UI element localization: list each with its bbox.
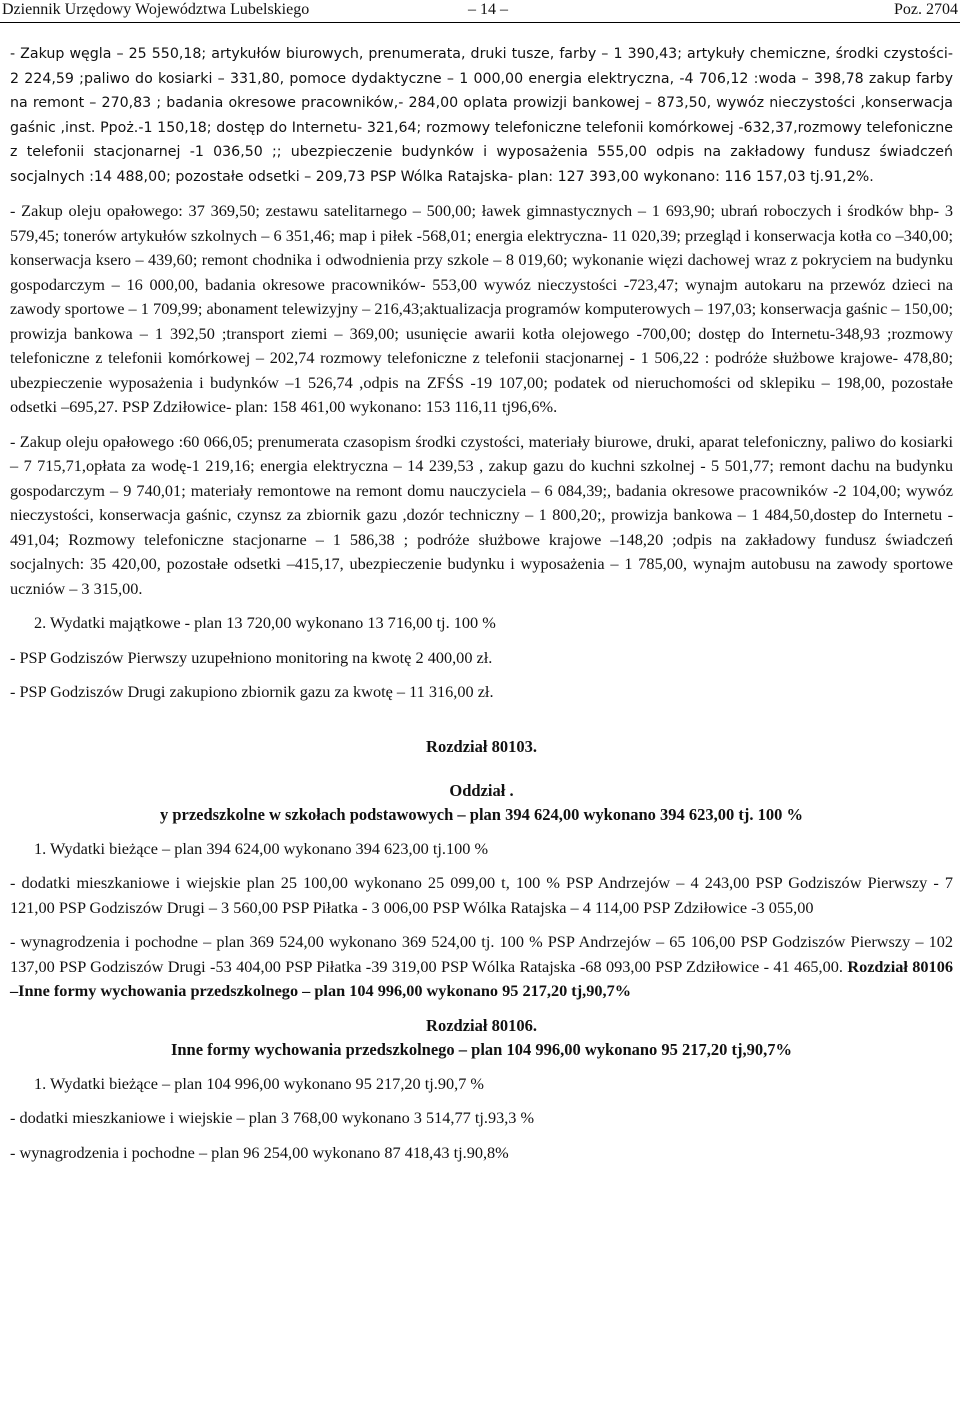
preschool-summary: y przedszkolne w szkołach podstawowych – plan 394 624,00 wykonano 394 623,00 tj. 100 % [159, 804, 804, 824]
page-header [0, 0, 960, 23]
salaries [10, 930, 953, 1004]
current-expenditure-80106: 1. Wydatki bieżące – plan 104 996,00 wykonano 95 217,20 tj.90,7 % [34, 1073, 484, 1093]
monitoring-item: - PSP Godziszów Pierwszy uzupełniono monitoring na kwotę 2 400,00 zł. [10, 647, 493, 667]
housing-allowance: - dodatki mieszkaniowe i wiejskie plan 25 100,00 wykonano 25 099,00 t, 100 % PSP Andrzejów – 4 243,00 PSP Godziszów Pierwszy - 7 121,00 PSP Godziszów Drugi – 3 560,00 PSP Piłatka - 3 006,00 PSP Wólka Ratajska – 4 114,00 PSP Zdziłowice -3 055,00 [10, 873, 953, 917]
salaries-text: - wynagrodzenia i pochodne – plan 369 524,00 wykonano 369 524,00 tj. 100 % PSP Andrzejów – 65 106,00 PSP Godziszów Pierwszy – 102 137,00 PSP Godziszów Drugi -53 404,00 PSP Piłatka -39 319,00 PSP Wólka Ratajska -68 093,00 PSP Zdziłowice - 41 465,00. [10, 932, 953, 976]
other-preschool-summary: Inne formy wychowania przedszkolnego – plan 104 996,00 wykonano 95 217,20 tj,90,7% [170, 1039, 793, 1059]
paragraph-heating-oil: - Zakup oleju opałowego: 37 369,50; zestawu satelitarnego – 500,00; ławek gimnastycznych – 1 693,90; ubrań roboczych i środków bhp- 3 579,45; tonerów artykułów szkolnych – 6 351,46; map i piłek -568,01; energia elektryczna- 11 020,39; przegląd i konserwacja kotła co –340,00; konserwacja ksero – 439,60; remont chodnika i odwodnienia przy szkole – 8 019,60; wykonanie więzi dachowej wraz z pokryciem na budynku gospodarczym – 16 000,00, badania okresowe pracowników- 553,00 wywóz nieczystości -723,47; wynajm autokaru na przewóz dzieci na zawody sportowe – 1 709,99; abonament telewizyjny – 216,43;aktualizacja programów komputerowych – 197,03; konserwacja gaśnic – 150,00; prowizja bankowa – 1 392,50 ;transport ziemi – 369,00; usunięcie awarii kotła olejowego -700,00; dostęp do Internetu-348,93 ;rozmowy telefoniczne z telefonii komórkowej – 202,74 rozmowy telefoniczne z telefonii stacjonarnej - 1 506,22 : podróże służbowe krajowe- 478,80; ubezpieczenie wyposażenia i budynków –1 526,74 ,odpis na ZFŚS -19 107,00; podatek od nieruchomości od sklepiku – 198,00, pozostałe odsetki –695,27. PSP Zdziłowice- plan: 158 461,00 wykonano: 153 116,11 tj96,6%. [10, 201, 953, 416]
journal-title: Dziennik Urzędowy Województwa Lubelskiego [2, 1, 310, 18]
page-number: – 14 – [468, 1, 508, 18]
section-heading-80103: Rozdział 80103. [426, 736, 537, 756]
current-expenditure: 1. Wydatki bieżące – plan 394 624,00 wykonano 394 623,00 tj.100 % [34, 838, 489, 858]
paragraph-coal-purchase [10, 42, 953, 189]
capital-expenditure: 2. Wydatki majątkowe - plan 13 720,00 wykonano 13 716,00 tj. 100 % [34, 613, 496, 632]
paragraph-text: - Zakup węgla – 25 550,18; artykułów biurowych, prenumerata, druki tusze, farby – 1 390,43; artykuły chemiczne, środki czystości- 2 224,59 ;paliwo do kosiarki – 331,80, pomoce dydaktyczne – 1 000,00 energia elektryczna, -4 706,12 :woda – 398,78 zakup farby na remont – 270,83 ; badania okresowe pracowników,- 284,00 oplata prowizji bankowej – 873,50, wywóz nieczystości ,konserwacja gaśnic ,inst. Ppoż. [10, 46, 953, 136]
document-body [10, 42, 953, 1175]
paragraph-heating-oil-2: - Zakup oleju opałowego :60 066,05; prenumerata czasopism środki czystości, materiały biurowe, druki, aparat telefoniczny, paliwo do kosiarki – 7 715,71,opłata za wodę-1 219,16; energia elektryczna – 14 239,53 , zakup gazu do kuchni szkolnej - 5 501,77; remont dachu na budynku gospodarczym – 9 740,01; materiały remontowe na remont domu nauczyciela – 6 084,39;, badania okresowe pracowników -2 104,00; wywóz nieczystości, konserwacja gaśnic, czynsz za zbiornik gazu ,dozór techniczny – 1 800,20;, prowizja bankowa – 1 484,50,dostep do Internetu - 491,04; Rozmowy telefoniczne stacjonarne – 1 586,38 ; podróże służbowe krajowe –148,20 ;odpis na zakładowy fundusz świadczeń socjalnych: 35 420,00, pozostałe odsetki –415,17, ubezpieczenie budynku i wyposażenia – 1 785,00, wynajm autobusu na zawody sportowe uczniów – 3 315,00. [10, 431, 953, 598]
section-heading-80106: Rozdział 80106. [426, 1015, 537, 1035]
inline-section-80106: Rozdział 80106 –Inne formy wychowania przedszkolnego – plan 104 996,00 wykonano 95 217,20 tj,90,7% [10, 956, 953, 1000]
paragraph-text-cont: -1 150,18; dostęp do Internetu- 321,64; rozmowy telefoniczne telefonii komórkowej -632,37,rozmowy telefoniczne z telefonii stacjonarnej -1 036,50 ;; ubezpieczenie budynków i wyposażenia 555,00 odpis na zakładowy fundusz świadczeń socjalnych :14 488,00; pozostałe odsetki – 209,73 PSP Wólka Ratajska- plan: 127 393,00 wykonano: 116 157,03 tj.91,2%. [10, 119, 953, 185]
gas-tank-item: - PSP Godziszów Drugi zakupiono zbiornik gazu za kwotę – 11 316,00 zł. [10, 682, 494, 701]
position-number: Poz. 2704 [894, 1, 958, 18]
salaries-80106: - wynagrodzenia i pochodne – plan 96 254,00 wykonano 87 418,43 tj.90,8% [10, 1142, 509, 1162]
subsection-heading: Oddział . [449, 780, 514, 800]
housing-allowance-80106: - dodatki mieszkaniowe i wiejskie – plan 3 768,00 wykonano 3 514,77 tj.93,3 % [10, 1108, 535, 1127]
